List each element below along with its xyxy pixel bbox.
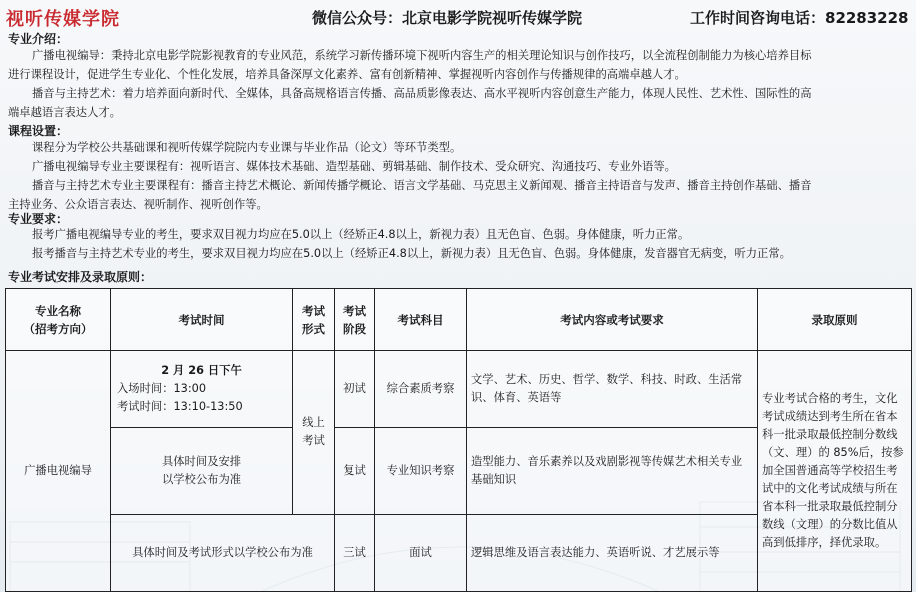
content-cell-round2: 造型能力、音乐素养以及戏剧影视等传媒艺术相关专业基础知识 <box>467 428 758 514</box>
round2-time-line2: 以学校公布为准 <box>161 473 242 487</box>
table-header-row <box>6 289 912 351</box>
subject-cell-round2: 专业知识考察 <box>375 428 467 514</box>
header-content: 考试内容或考试要求 <box>467 289 758 351</box>
round1-entry-time: 入场时间：13:00 <box>117 382 207 396</box>
requirements-heading: 专业要求： <box>8 212 69 226</box>
principle-cell: 专业考试合格的考生，文化考试成绩达到考生所在省本科一批录取最低控制分数线（文、理）的 85%后，按参加全国普通高等学校招生考试中的文化考试成绩与所在省本科一批录取最低控制分数线（文理）的分数比值从高到低排序，择优录取。 <box>758 351 912 592</box>
content-cell-round1: 文学、艺术、历史、哲学、数学、科技、时政、生活常识、体育、英语等 <box>467 351 758 428</box>
header-stage-line1: 考试 <box>343 303 366 318</box>
content-cell-round3: 逻辑思维及语言表达能力、英语听说、才艺展示等 <box>467 514 758 591</box>
exam-heading: 专业考试安排及录取原则： <box>8 270 153 284</box>
header-major-line2: （招考方向） <box>23 321 93 336</box>
intro-heading: 专业介绍： <box>8 32 69 46</box>
brand-title: 视听传媒学院 <box>6 9 120 30</box>
form-line1: 线上 <box>302 416 325 430</box>
header-major-line1: 专业名称 <box>35 303 81 318</box>
header-subject: 考试科目 <box>375 289 467 351</box>
courses-p3-line1: 播音与主持艺术专业主要课程有：播音主持艺术概论、新闻传播学概论、语言文学基础、马克思主义新闻观、播音主持语音与发声、播音主持创作基础、播音 <box>32 179 812 192</box>
round2-time-line1: 具体时间及安排 <box>161 455 242 469</box>
header-form <box>293 289 335 351</box>
requirements-p1: 报考广播电视编导专业的考生，要求双目视力均应在5.0以上（经矫正4.8以上，新视力表）且无色盲、色弱。身体健康，听力正常。 <box>32 228 690 241</box>
subject-cell-round3: 面试 <box>375 514 467 591</box>
header-form-line2: 形式 <box>302 321 325 336</box>
courses-p1: 课程分为学校公共基础课和视听传媒学院院内专业课与毕业作品（论文）等环节类型。 <box>32 141 462 154</box>
table-row <box>6 351 912 428</box>
courses-p2: 广播电视编导专业主要课程有：视听语言、媒体技术基础、造型基础、剪辑基础、制作技术、受众研究、沟通技巧、专业外语等。 <box>32 160 676 173</box>
intro-p1-line2: 进行课程设计，促进学生专业化、个性化发展，培养具备深厚文化素养、富有创新精神、掌握视听内容创作与传播规律的高端卓越人才。 <box>8 68 686 81</box>
stage-cell-round1: 初试 <box>335 351 375 428</box>
requirements-text <box>8 225 908 263</box>
header-form-line1: 考试 <box>302 303 325 318</box>
intro-text <box>8 46 908 122</box>
round1-exam-time: 考试时间：13:10-13:50 <box>117 400 243 414</box>
header-major <box>6 289 111 351</box>
form-line2: 考试 <box>302 434 325 448</box>
time-cell-round2 <box>111 428 293 514</box>
consult-phone: 工作时间咨询电话：82283228 <box>690 9 909 27</box>
courses-text <box>8 138 908 214</box>
courses-heading: 课程设置： <box>8 124 69 138</box>
major-cell: 广播电视编导 <box>6 351 111 592</box>
intro-p2-line2: 端卓越语言表达人才。 <box>8 106 121 119</box>
time-cell-round1 <box>111 351 293 428</box>
header-stage <box>335 289 375 351</box>
stage-cell-round3: 三试 <box>335 514 375 591</box>
subject-cell-round1: 综合素质考察 <box>375 351 467 428</box>
intro-p2-line1: 播音与主持艺术：着力培养面向新时代、全媒体，具备高规格语言传播、高品质影像表达、高水平视听内容创意生产能力，体现人民性、艺术性、国际性的高 <box>32 87 812 100</box>
intro-p1-line1: 广播电视编导：秉持北京电影学院影视教育的专业风范，系统学习新传播环境下视听内容生产的相关理论知识与创作技巧，以全流程创制能力为核心培养目标 <box>32 49 812 62</box>
header-principle: 录取原则 <box>758 289 912 351</box>
round1-date: 2 月 26 日下午 <box>161 364 242 378</box>
courses-p3-line2: 主持业务、公众语言表达、视听制作、视听创作等。 <box>8 198 268 211</box>
admission-table <box>5 288 912 592</box>
time-cell-round3: 具体时间及考试形式以学校公布为准 <box>111 514 335 591</box>
header-stage-line2: 阶段 <box>343 321 366 336</box>
header-time: 考试时间 <box>111 289 293 351</box>
wechat-account: 微信公众号：北京电影学院视听传媒学院 <box>312 9 583 27</box>
header <box>0 0 916 30</box>
form-cell <box>293 351 335 515</box>
requirements-p2: 报考播音与主持艺术专业的考生，要求双目视力均应在5.0以上（经矫正4.8以上，新视力表）且无色盲、色弱。身体健康，发音器官无病变，听力正常。 <box>32 247 791 260</box>
stage-cell-round2: 复试 <box>335 428 375 514</box>
